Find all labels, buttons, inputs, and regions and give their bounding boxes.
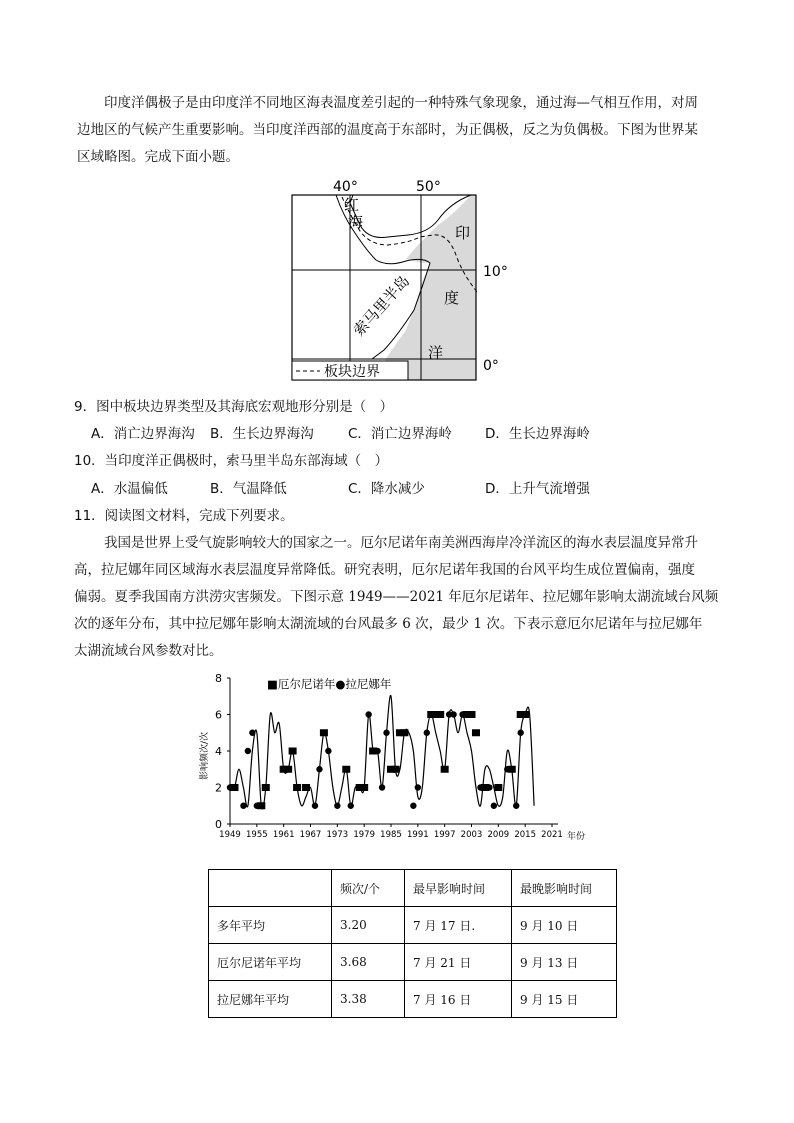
- q9-option-c[interactable]: C．消亡边界海岭: [348, 426, 452, 442]
- typhoon-frequency-chart: [195, 670, 595, 845]
- el-nino-point: [521, 711, 529, 718]
- table-cell: 频次/个: [332, 870, 405, 907]
- table-cell: 最晚影响时间: [512, 870, 617, 907]
- x-tick-label: 1973: [326, 830, 349, 840]
- la-nina-point: [245, 748, 251, 754]
- el-nino-point: [472, 729, 480, 736]
- y-tick-label: 4: [215, 745, 222, 758]
- table-cell: [209, 870, 332, 907]
- table-row: [209, 981, 617, 1018]
- el-nino-point: [436, 711, 444, 718]
- table-cell: 7 月 16 日: [405, 981, 512, 1018]
- lon-40-label: 40°: [333, 179, 358, 195]
- x-tick-label: 1961: [272, 830, 295, 840]
- la-nina-point: [477, 784, 483, 790]
- la-nina-point: [517, 730, 523, 736]
- la-nina-point: [415, 784, 421, 790]
- q10-option-c[interactable]: C．降水减少: [348, 481, 425, 497]
- el-nino-point: [289, 748, 297, 755]
- lon-50-label: 50°: [416, 179, 441, 195]
- el-nino-point: [302, 784, 310, 791]
- la-nina-point: [374, 748, 380, 754]
- el-nino-point: [400, 729, 408, 736]
- red-sea-label-2: 海: [348, 213, 364, 231]
- el-nino-point: [360, 784, 368, 791]
- x-tick-label: 2021: [541, 830, 563, 840]
- chart-y-axis-label: 影响频次/次: [200, 731, 210, 780]
- table-row: [209, 944, 617, 981]
- intro-line-1: 印度洋偶极子是由印度洋不同地区海表温度差引起的一种特殊气象现象，通过海—气相互作用，对周: [104, 95, 698, 111]
- la-nina-point: [240, 803, 246, 809]
- q10-option-a[interactable]: A．水温偏低: [91, 481, 168, 497]
- x-tick-label: 1949: [219, 830, 241, 840]
- la-nina-point: [312, 803, 318, 809]
- table-cell: 3.68: [332, 944, 405, 981]
- x-tick-label: 1985: [380, 830, 402, 840]
- la-nina-point: [365, 711, 371, 717]
- la-nina-point: [424, 730, 430, 736]
- lat-10-label: 10°: [483, 264, 508, 280]
- q11-para-line-3: 偏弱。夏季我国南方洪涝灾害频发。下图示意 1949——2021 年厄尔尼诺年、拉尼娜年影响太湖流域台风频: [74, 589, 719, 605]
- la-nina-point: [316, 766, 322, 772]
- indian-ocean-label-2: 度: [444, 289, 460, 307]
- q11-para-line-1: 我国是世界上受气旋影响较大的国家之一。厄尔尼诺年南美洲西海岸冷洋流区的海水表层温度异常升: [104, 535, 698, 551]
- table-cell: 9 月 10 日: [512, 907, 617, 944]
- table-cell: 9 月 15 日: [512, 981, 617, 1018]
- x-tick-label: 2015: [514, 830, 536, 840]
- q10-option-d[interactable]: D．上升气流增强: [485, 481, 590, 497]
- table-cell: 7 月 17 日.: [405, 907, 512, 944]
- x-tick-label: 1955: [246, 830, 268, 840]
- x-tick-label: 2009: [487, 830, 510, 840]
- el-nino-point: [468, 711, 476, 718]
- chart-x-axis-label: 年份: [567, 832, 586, 842]
- el-nino-point: [494, 784, 502, 791]
- q10-stem: 10．当印度洋正偶极时，索马里半岛东部海域（ ）: [74, 453, 389, 469]
- intro-line-3: 区域略图。完成下面小题。: [77, 149, 239, 165]
- intro-line-2: 边地区的气候产生重要影响。当印度洋西部的温度高于东部时，为正偶极，反之为负偶极。下图为世界某: [77, 122, 698, 138]
- q11-para-line-2: 高，拉尼娜年同区域海水表层温度异常降低。研究表明，厄尔尼诺年我国的台风平均生成位置偏南，强度: [74, 562, 695, 578]
- region-map: [288, 175, 508, 385]
- q9-option-b[interactable]: B．生长边界海沟: [210, 426, 314, 442]
- y-tick-label: 2: [215, 781, 222, 795]
- table-cell: 多年平均: [209, 907, 332, 944]
- frequency-curve: [230, 695, 534, 809]
- la-nina-point: [348, 803, 354, 809]
- el-nino-point: [262, 784, 270, 791]
- el-nino-point: [320, 729, 328, 736]
- q11-stem: 11．阅读图文材料，完成下列要求。: [74, 508, 294, 524]
- la-nina-point: [334, 803, 340, 809]
- el-nino-point: [441, 766, 449, 773]
- la-nina-point: [383, 730, 389, 736]
- la-nina-point: [459, 711, 465, 717]
- x-tick-label: 1991: [407, 830, 429, 840]
- q9-option-a[interactable]: A．消亡边界海沟: [91, 426, 195, 442]
- table-row: [209, 907, 617, 944]
- y-tick-label: 0: [215, 818, 222, 831]
- table-cell: 拉尼娜年平均: [209, 981, 332, 1018]
- el-nino-point: [293, 784, 301, 791]
- la-nina-point: [491, 803, 497, 809]
- somali-label: 索马里半岛: [349, 271, 414, 340]
- q11-para-line-5: 太湖流域台风参数对比。: [74, 643, 223, 659]
- q11-para-line-4: 次的逐年分布，其中拉尼娜年影响太湖流域的台风最多 6 次，最少 1 次。下表示意厄尔尼诺年与拉尼娜年: [74, 616, 703, 632]
- table-cell: 最早影响时间: [405, 870, 512, 907]
- la-nina-point: [486, 784, 492, 790]
- y-tick-label: 8: [215, 672, 222, 685]
- chart-legend: ■厄尔尼诺年●拉尼娜年: [267, 677, 392, 691]
- q10-option-b[interactable]: B．气温降低: [210, 481, 287, 497]
- la-nina-point: [325, 748, 331, 754]
- el-nino-point: [342, 766, 350, 773]
- x-tick-label: 1997: [433, 830, 456, 840]
- la-nina-point: [450, 711, 456, 717]
- map-legend: 板块边界: [324, 364, 380, 380]
- q9-stem: 9．图中板块边界类型及其海底宏观地形分别是（ ）: [74, 399, 394, 415]
- x-tick-label: 1979: [353, 830, 375, 840]
- la-nina-point: [379, 784, 385, 790]
- el-nino-point: [391, 766, 399, 773]
- lat-0-label: 0°: [483, 358, 499, 374]
- table-cell: 厄尔尼诺年平均: [209, 944, 332, 981]
- la-nina-point: [249, 730, 255, 736]
- table-cell: 3.38: [332, 981, 405, 1018]
- red-sea-label-1: 红: [344, 196, 360, 214]
- indian-ocean-label-1: 印: [455, 224, 471, 242]
- la-nina-point: [410, 803, 416, 809]
- la-nina-point: [504, 766, 510, 772]
- table-cell: 3.20: [332, 907, 405, 944]
- indian-ocean-label-3: 洋: [428, 344, 444, 362]
- la-nina-point: [254, 803, 260, 809]
- table-header-row: [209, 870, 617, 907]
- y-tick-label: 6: [215, 708, 222, 722]
- la-nina-point: [227, 784, 233, 790]
- el-nino-point: [284, 766, 292, 773]
- la-nina-point: [513, 803, 519, 809]
- typhoon-parameter-table: [208, 869, 617, 1018]
- table-cell: 9 月 13 日: [512, 944, 617, 981]
- q9-option-d[interactable]: D．生长边界海岭: [485, 426, 590, 442]
- x-tick-label: 1967: [299, 830, 322, 840]
- table-cell: 7 月 21 日: [405, 944, 512, 981]
- x-tick-label: 2003: [460, 830, 483, 840]
